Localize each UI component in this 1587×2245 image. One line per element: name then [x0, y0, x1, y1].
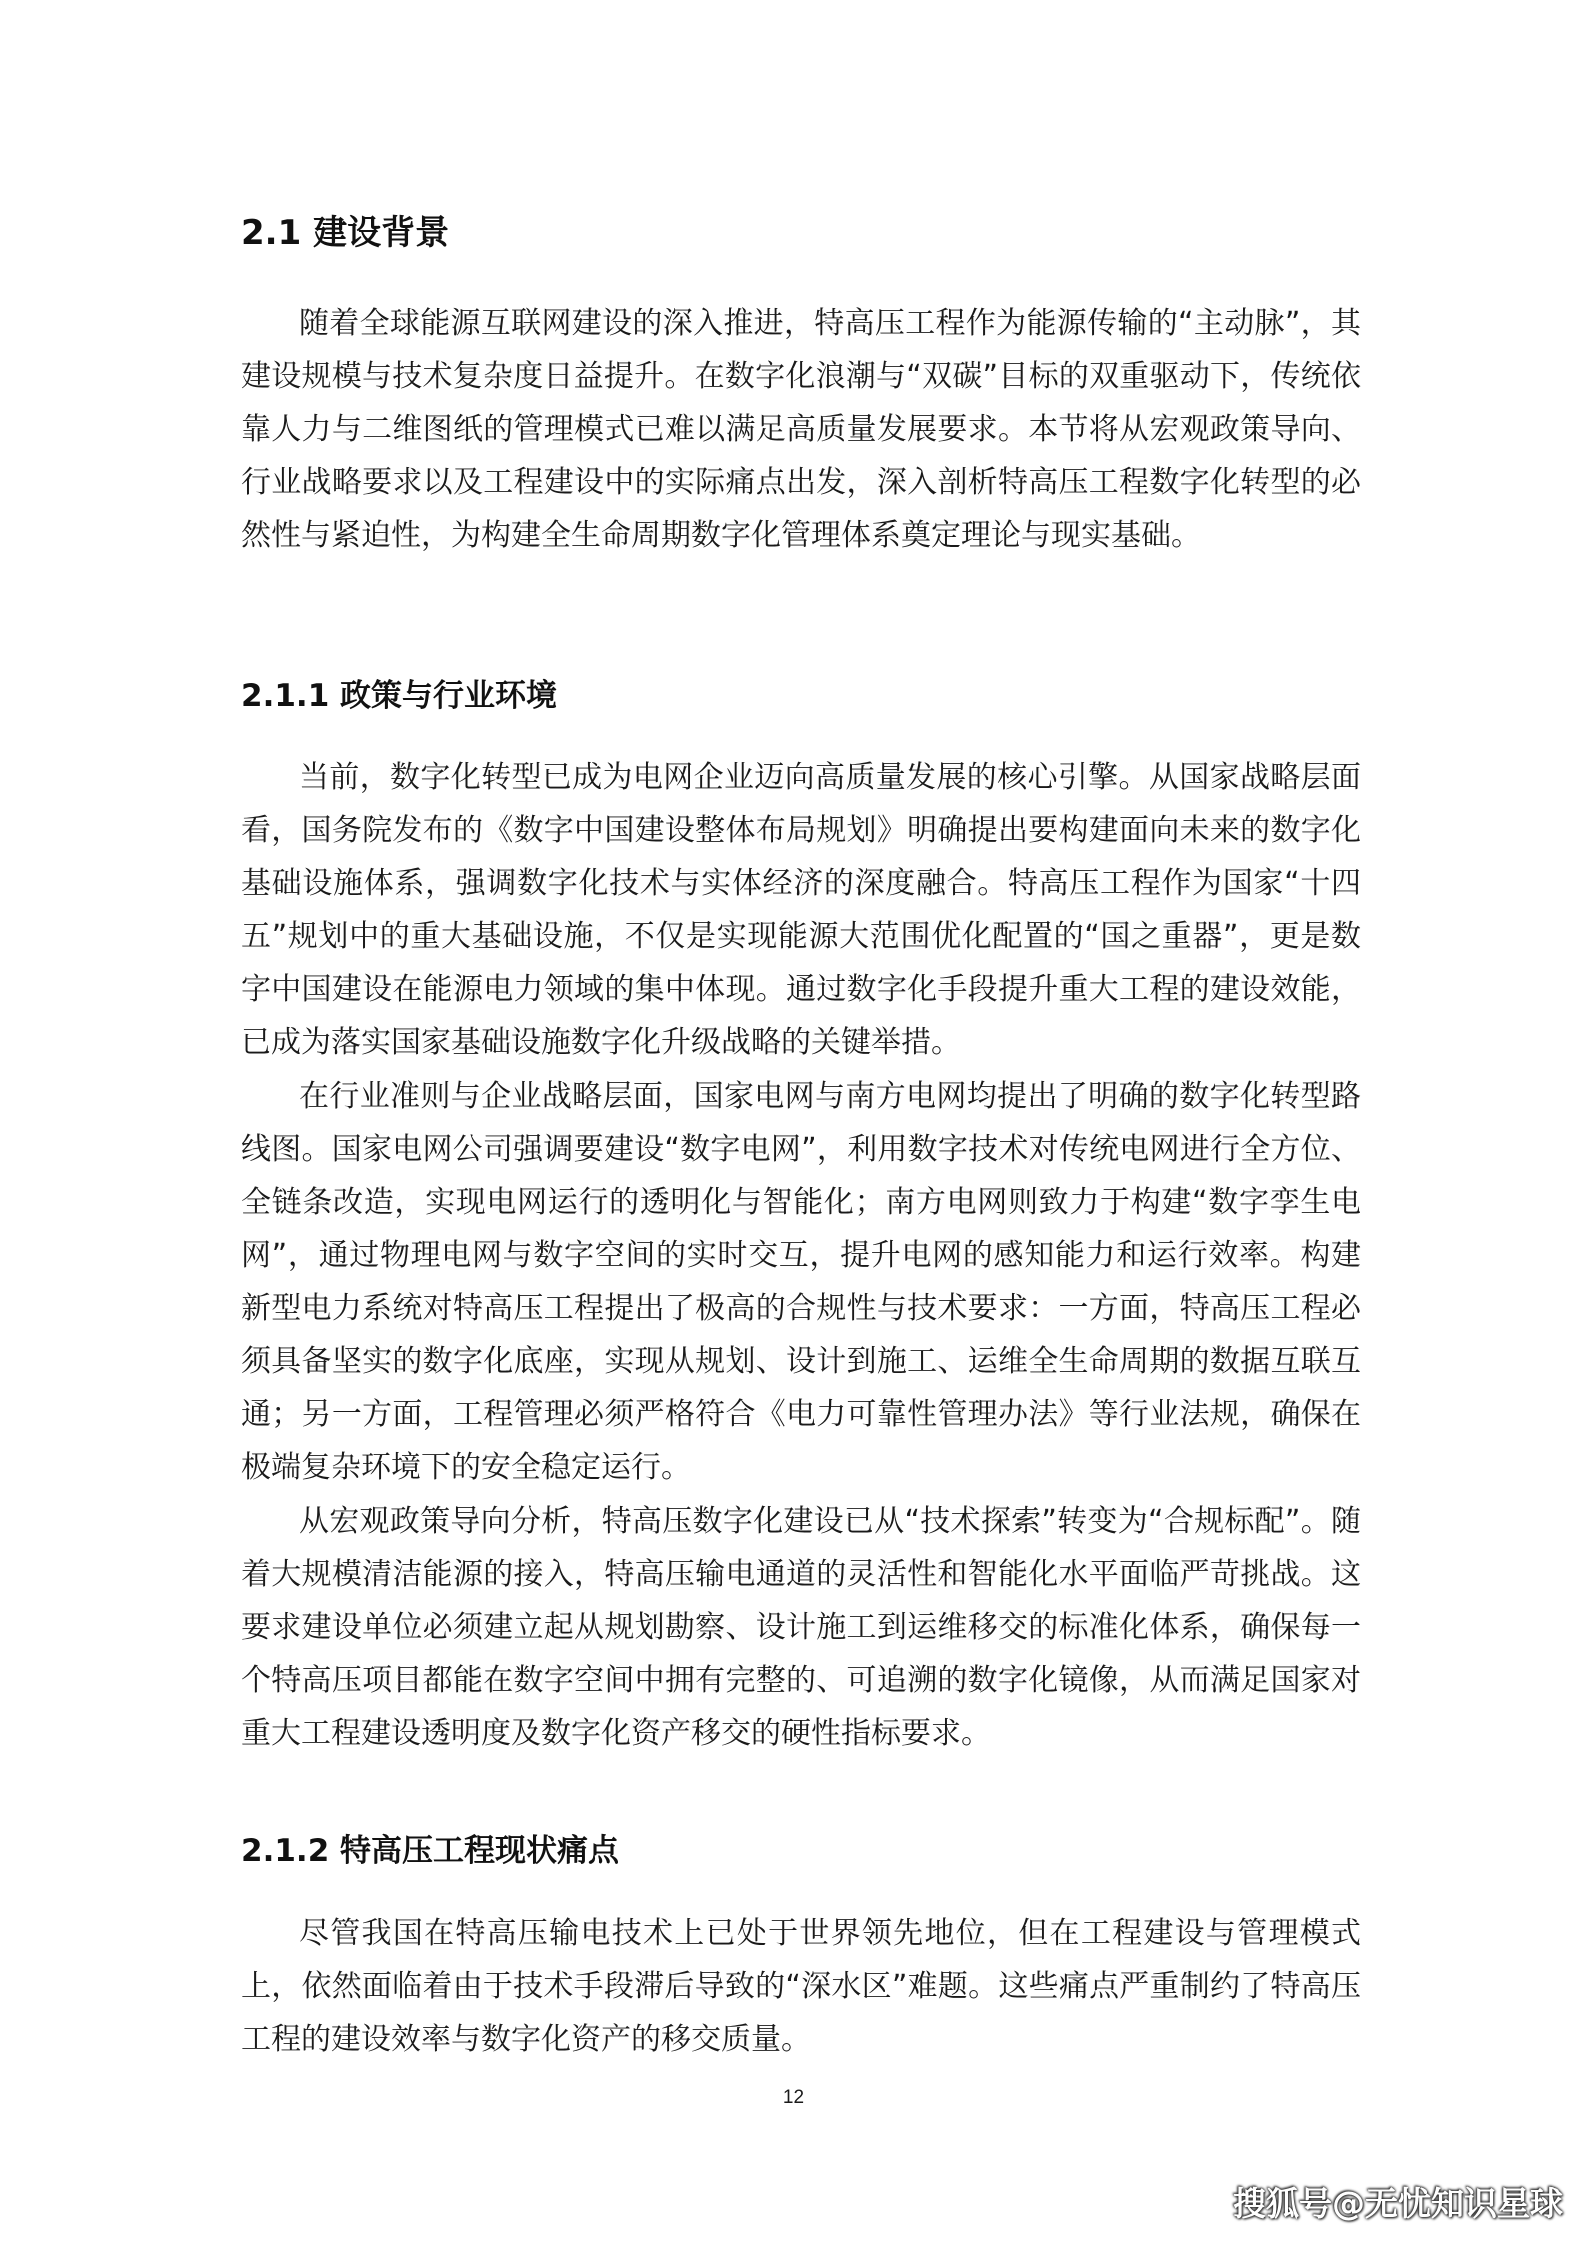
watermark: 搜狐号@无忧知识星球: [1233, 2184, 1563, 2223]
policy-paragraph-2: 在行业准则与企业战略层面，国家电网与南方电网均提出了明确的数字化转型路线图。国家电网公司强调要建设“数字电网”，利用数字技术对传统电网进行全方位、全链条改造，实现电网运行的透明化与智能化；南方电网则致力于构建“数字孪生电网”，通过物理电网与数字空间的实时交互，提升电网的感知能力和运行效率。构建新型电力系统对特高压工程提出了极高的合规性与技术要求：一方面，特高压工程必须具备坚实的数字化底座，实现从规划、设计到施工、运维全生命周期的数据互联互通；另一方面，工程管理必须严格符合《电力可靠性管理办法》等行业法规，确保在极端复杂环境下的安全稳定运行。: [241, 1079, 1361, 1485]
section-intro-paragraph: 随着全球能源互联网建设的深入推进，特高压工程作为能源传输的“主动脉”，其建设规模与技术复杂度日益提升。在数字化浪潮与“双碳”目标的双重驱动下，传统依靠人力与二维图纸的管理模式已难以满足高质量发展要求。本节将从宏观政策导向、行业战略要求以及工程建设中的实际痛点出发，深入剖析特高压工程数字化转型的必然性与紧迫性，为构建全生命周期数字化管理体系奠定理论与现实基础。: [241, 306, 1361, 553]
page-number: 12: [782, 2087, 805, 2108]
section-heading: 2.1 建设背景: [241, 213, 450, 253]
pain-points-paragraph-1: 尽管我国在特高压输电技术上已处于世界领先地位，但在工程建设与管理模式上，依然面临着由于技术手段滞后导致的“深水区”难题。这些痛点严重制约了特高压工程的建设效率与数字化资产的移交质量。: [241, 1916, 1361, 2057]
subsection-heading-policy: 2.1.1 政策与行业环境: [241, 678, 558, 714]
subsection-heading-pain-points: 2.1.2 特高压工程现状痛点: [241, 1833, 620, 1869]
policy-paragraph-3: 从宏观政策导向分析，特高压数字化建设已从“技术探索”转变为“合规标配”。随着大规模清洁能源的接入，特高压输电通道的灵活性和智能化水平面临严苛挑战。这要求建设单位必须建立起从规划勘察、设计施工到运维移交的标准化体系，确保每一个特高压项目都能在数字空间中拥有完整的、可追溯的数字化镜像，从而满足国家对重大工程建设透明度及数字化资产移交的硬性指标要求。: [241, 1504, 1361, 1751]
policy-paragraph-1: 当前，数字化转型已成为电网企业迈向高质量发展的核心引擎。从国家战略层面看，国务院发布的《数字中国建设整体布局规划》明确提出要构建面向未来的数字化基础设施体系，强调数字化技术与实体经济的深度融合。特高压工程作为国家“十四五”规划中的重大基础设施，不仅是实现能源大范围优化配置的“国之重器”，更是数字中国建设在能源电力领域的集中体现。通过数字化手段提升重大工程的建设效能，已成为落实国家基础设施数字化升级战略的关键举措。: [241, 760, 1361, 1060]
